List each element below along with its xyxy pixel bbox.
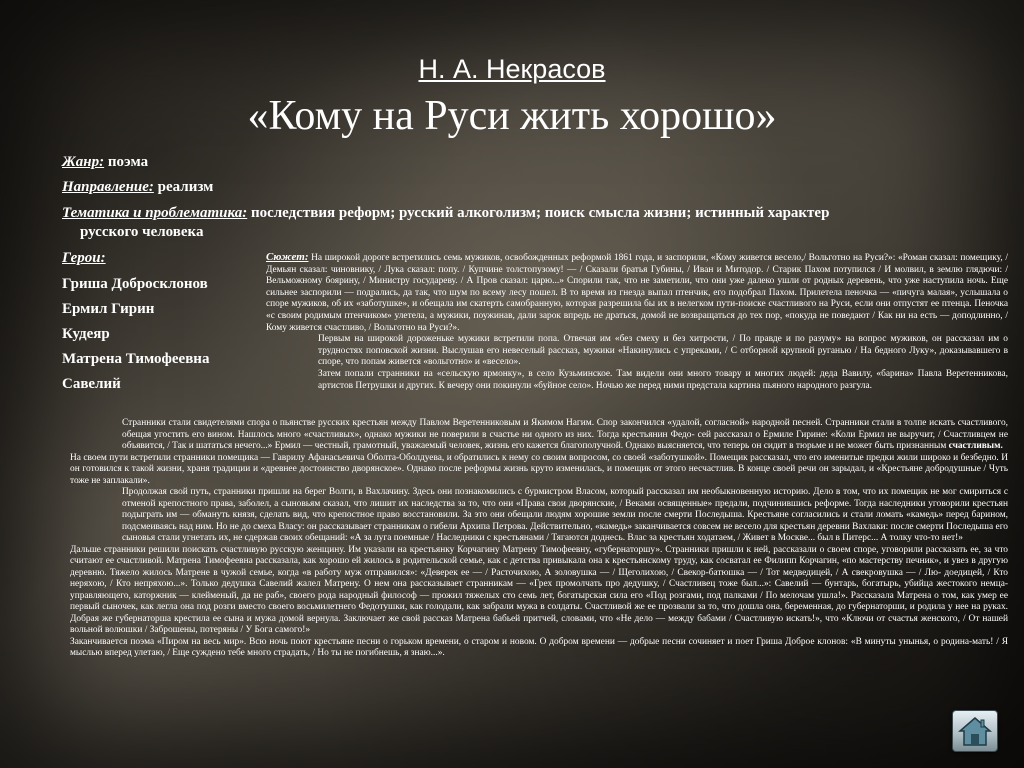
hero-item: Савелий: [62, 376, 121, 392]
home-button[interactable]: [952, 710, 998, 752]
home-icon: [957, 714, 993, 748]
work-title: «Кому на Руси жить хорошо»: [247, 93, 777, 139]
direction-value: реализм: [157, 179, 214, 195]
themes-value-line1: последствия реформ; русский алкоголизм; поиск смысла жизни; истинный характер: [250, 205, 830, 221]
heroes-label: Герои:: [62, 250, 106, 266]
direction-line: [62, 178, 962, 197]
themes-line: [62, 204, 962, 242]
hero-item: Ермил Гирин: [62, 301, 155, 317]
main-paragraph-1: [70, 418, 1008, 453]
plot-paragraph-2: Первым на широкой дороженьке мужики встретили попа. Отвечая им «без смеху и без хитрости, / По правде и по разуму» на вопрос мужиков, он рассказал им о трудностях поповской жизни. Выслушав его невеселый рассказ, мужики «Накинулись с упреками, / С отборной крупной руганью / На бедного Луку», доказывавшего в споре, что попам живется «вольготно» и «весело».: [318, 334, 1008, 368]
main-paragraph-1-emphasis: счастливым.: [948, 441, 1003, 451]
genre-value: поэма: [107, 154, 149, 170]
plot-text: [266, 252, 1008, 392]
hero-item: Кудеяр: [62, 326, 110, 342]
themes-value-line2: русского человека: [80, 224, 204, 240]
genre-label: Жанр:: [62, 154, 105, 170]
direction-label: Направление:: [62, 179, 154, 195]
themes-label: Тематика и проблематика:: [62, 205, 248, 221]
genre-line: [62, 153, 962, 172]
plot-label: Сюжет:: [266, 251, 309, 263]
plot-paragraph-3: Затем попали странники на «сельскую ярмонку», в село Кузьминское. Там видели они много товару и многих людей: деда Вавилу, «барина» Павла Веретенникова, артистов Петрушки и других. К вечеру они покинули «буйное село». Ночью же перед ними предстала картина пьяного народного разгула.: [318, 368, 1008, 391]
hero-item: Матрена Тимофеевна: [62, 351, 210, 367]
heroes-list: [62, 250, 262, 397]
plot-paragraph-1: На широкой дороге встретились семь мужиков, освобожденных реформой 1861 года, и заспорили, «Кому живется весело,/ Вольготно на Руси?»: «Роман сказал: помещику, / Демьян сказал: чиновнику, / Лука сказал: попу. / Купчине толстопузому! — / Сказали братья Губины, / Иван и Митодор. / Старик Пахом потупился / И молвил, в землю глядючи: / Вельможному боярину, / Министру государеву. / А Пров сказал: царю...» Спорили так, что не заметили, что они уже далеко ушли от родных деревень, что уже наступила ночь. Еще сильнее заспорили — подрались, да так, что шум по всему лесу пошел. В то время из гнезда выпал птенчик, его подобрал Пахом. Прилетела пеночка — «пичуга малая», услышала о споре мужиков, об их «заботушке», и обещала им скатерть самобранную, которая разрешила бы их в нелегком пути-поиске счастливого на Руси, если они отпустят ее птенца. Пеночка «с своим родимым птенчиком» улетела, а мужики, поужинав, дали зарок впредь не драться, домой не возвращаться до тех пор, «покуда не поведают / Как ни на есть — доподлинно, / Кому живется счастливо, / Вольготно на Руси?».: [266, 253, 1008, 333]
main-paragraph-2: На своем пути встретили странники помещика — Гаврилу Афанасьевича Оболта-Оболдуева, и обратились к нему со своим вопросом, со своей «заботушкой». Помещик рассказал, что его именитые предки жили широко и безбедно. И он готовился к такой жизни, храня традиции и «древнее достоинство дворянское». Однако после реформы жизнь круто изменилась, и помещик от этого несчастлив. В конце своей речи он зарыдал, и «Крестьяне добродушные / Чуть тоже не заплакали».: [70, 452, 1008, 486]
main-paragraph-5: Заканчивается поэма «Пиром на весь мир». Всю ночь поют крестьяне песни о горьком времени, о старом и новом. О добром времени — добрые песни сочиняет и поет Гриша Доброе клонов: «В минуты унынья, о родина-мать! / Я мыслью вперед улетаю, / Еще суждено тебе много страдать, / Но ты не погибнешь, я знаю...».: [70, 636, 1008, 658]
main-paragraph-3: Продолжая свой путь, странники пришли на берег Волги, в Вахлачину. Здесь они познакомились с бурмистром Власом, который рассказал им необыкновенную историю. Дело в том, что их помещик не мог смириться с отменой крепостного права, заболел, а сыновьям сказал, что лишит их наследства за то, что они «Права свои дворянские, / Веками освященные» предали, подчинившись реформе. Тогда наследники уговорили крестьян подыграть им — обмануть князя, сделать вид, что крепостное право восстановили. За это они обещали людям хорошие земли после смерти Последыша. Крестьяне согласились и стали ломать «камедь» перед барином, подсмеиваясь над ним. Но не до смеха Власу: он рассказывает странникам о гибели Архипа Петрова. Действительно, «камедь» заканчивается совсем не весело для крестьян деревни Вахлаки: после смерти Последыша его сыновья стали угнетать их, не сдержав своих обещаний: «А за луга поемные / Наследники с крестьянами / Тягаются доднесь. Влас за крестьян ходатаем, / Живет в Москве... был в Питерс... А толку что-то нет!»: [122, 487, 1008, 543]
main-paragraph-1-text: Странники стали свидетелями спора о пьянстве русских крестьян между Павлом Веретенниковым и Якимом Нагим. Спор закончился «удалой, согласной» народной песней. Странники стали в толпе искать счастливого, обещая угостить его вином. Нашлось много «счастливых», однако мужики не поверили в счастье ни одного из них. Тогда крестьянин Федо- сей рассказал о Ермиле Гирине: «Коли Ермил не выручит, / Счастливцем не объявится, / Так и шататься нечего...» Ермил — честный, грамотный, уважаемый человек, жизнь его кажется благополучной. Однако выясняется, что теперь он сидит в тюрьме и не может быть признанным: [122, 418, 1008, 451]
main-paragraph-4: Дальше странники решили поискать счастливую русскую женщину. Им указали на крестьянку Корчагину Матрену Тимофеевну, «губернаторшу». Странники пришли к ней, рассказали о своем споре, уговорили рассказать ее, за что считают ее счастливой. Матрена Тимофеевна рассказала, как хорошо ей жилось в родительской семье, как с детства привыкала она к крестьянскому труду, как сосватал ее Филипп Корчагин, «по мастерству печник», и увез в другую деревню. Тяжело жилось Матрене в чужой семье, когда «в работу муж отправился»: «Деверек ее — / Расточихою, А золовушка — / Щеголихою, / Свекор-батюшка — / Тот медведицей, / А свекровушка — / Лю- доедицей, / Кто неряхою, / Кто непряхою...». Только дедушка Савелий жалел Матрену. О нем она рассказывает странникам — «Грех промолчать про дедушку, / Счастливец тоже был...»: Савелий — бунтарь, богатырь, убийца жестокого немца-управляющего, каторжник — клейменый, да не раб», своего рода народный философ — прожил тяжелых сто семь лет, богатырская сила его «Под розгами, под палками / По мелочам ушла!». Рассказала Матрена о том, как умер ее первый сыночек, как легла она под розги вместо своего восьмилетнего Федотушки, как голодали, как забрали мужа в солдаты. Счастливой же ее прозвали за то, что дошла она, беременная, до губернаторши, и родила у нее на руках. Добрая же губернаторша крестила ее сына и мужа домой вернула. Заключает же свой рассказ Матрена бабьей притчей, словами, что «Не дело — между бабами / Счастливую искать!», что «Ключи от счастья женского, / От нашей вольной волюшки / Заброшены, потеряны / У Бога самого!»: [70, 544, 1008, 635]
main-text: [70, 418, 1008, 660]
author-title: Н. А. Некрасов: [418, 54, 606, 84]
hero-item: Гриша Добросклонов: [62, 276, 208, 292]
